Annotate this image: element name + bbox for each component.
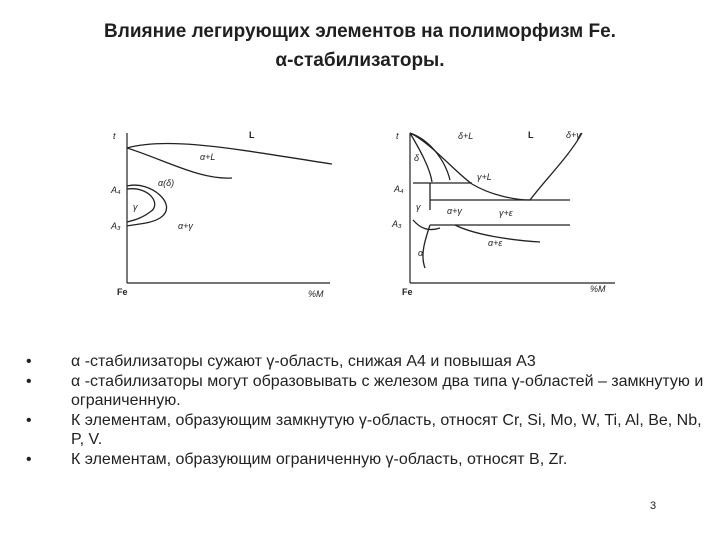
right-axis-t-label: t [396,131,399,141]
right-Fe-label: Fe [402,287,413,297]
right-alpha-label: α [418,248,424,258]
left-gamma-label: γ [133,202,138,212]
bullet-marker: • [26,353,32,370]
right-delta-label: δ [414,153,420,163]
slide-title-line2: α-стабилизаторы. [275,50,445,71]
left-alpha-gamma-label: α+γ [178,221,193,231]
left-alpha-delta-label: α(δ) [158,178,175,188]
right-delta-gamma-label: δ+γ [566,130,581,140]
right-A4-label: A₄ [394,184,404,194]
left-A4-label: A₄ [111,185,121,195]
bullet-list [26,352,706,470]
page-number: 3 [650,500,657,512]
bullet-item [26,450,706,469]
bullet-text: α -стабилизаторы сужают γ-область, снижая A4 и повышая A3 [71,353,536,370]
bullet-item [26,372,706,410]
left-x-axis-label: %M [308,289,324,299]
left-liquidus [127,143,332,164]
right-alpha-boundary-1 [423,225,430,268]
diagram-left [110,130,332,299]
right-x-axis-label: %M [590,284,606,294]
right-alpha-e-label: α+ε [488,238,503,248]
bullet-item [26,411,706,449]
left-solidus [127,148,232,178]
bullet-marker: • [26,412,32,429]
bullet-text: К элементам, образующим ограниченную γ-область, относят B, Zr. [71,451,568,468]
left-gamma-loop-inner [127,189,155,222]
left-axis-t-label: t [113,131,116,141]
right-liquidus-right [530,133,582,200]
right-delta-L-label: δ+L [458,131,474,141]
right-gamma-L-label: γ+L [477,172,492,182]
left-alpha-L-label: α+L [200,152,216,162]
right-gamma-label: γ [416,202,421,212]
right-gamma-e-label: γ+ε [499,208,513,218]
slide-title-line1: Влияние легирующих элементов на полиморфизм Fe. [104,21,616,42]
bullet-marker: • [26,451,32,468]
diagram-right [391,130,615,297]
bullet-item [26,352,706,371]
left-Fe-label: Fe [117,287,128,297]
left-A3-label: A₃ [111,221,121,231]
right-alpha-gamma-label: α+γ [447,206,462,216]
right-A3-label: A₃ [392,219,402,229]
right-L-label: L [528,130,534,140]
bullet-text: α -стабилизаторы могут образовывать с железом два типа γ-областей – замкнутую и ограниченную. [71,373,704,409]
left-L-label: L [249,130,255,140]
bullet-text: К элементам, образующим замкнутую γ-область, относят Cr, Si, Mo, W, Ti, Al, Be, Nb, P, V. [71,412,702,448]
bullet-marker: • [26,373,32,390]
